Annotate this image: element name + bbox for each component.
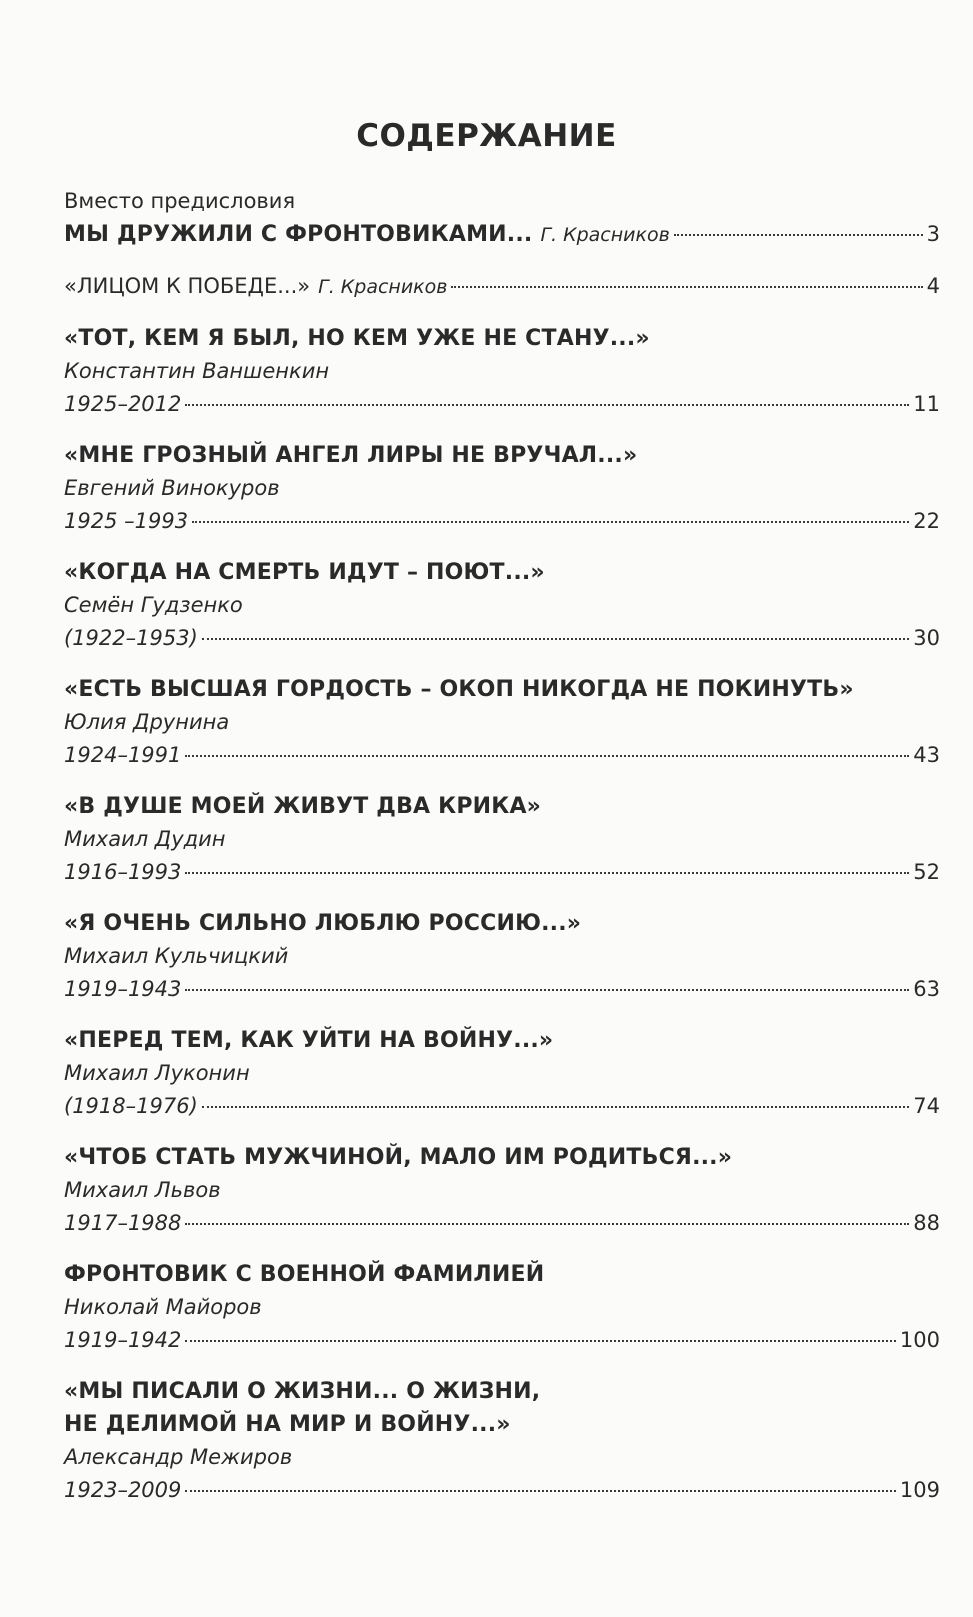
entry-title: «ЧТОБ СТАТЬ МУЖЧИНОЙ, МАЛО ИМ РОДИТЬСЯ...» — [64, 1145, 733, 1170]
page-number: 74 — [913, 1094, 940, 1118]
toc-entry-second — [64, 270, 940, 304]
entry-author: Николай Майоров — [64, 1295, 262, 1319]
entry-years: 1925 –1993 — [64, 509, 189, 533]
entry-title: «ПЕРЕД ТЕМ, КАК УЙТИ НА ВОЙНУ...» — [64, 1028, 554, 1053]
dot-leader — [185, 989, 909, 991]
toc-entry-intro — [64, 185, 940, 252]
entry-years: (1922–1953) — [64, 626, 198, 650]
entry-years: (1918–1976) — [64, 1094, 198, 1118]
entry-title-line2: НЕ ДЕЛИМОЙ НА МИР И ВОЙНУ...» — [64, 1412, 511, 1437]
dot-leader — [185, 1340, 896, 1342]
entry-author: Михаил Дудин — [64, 827, 226, 851]
page-number: 109 — [899, 1478, 940, 1502]
dot-leader — [674, 234, 923, 236]
toc-entry — [64, 1141, 940, 1240]
toc-entry — [64, 439, 940, 538]
dot-leader — [202, 1106, 909, 1108]
entry-title-line1: «МЫ ПИСАЛИ О ЖИЗНИ... О ЖИЗНИ, — [64, 1379, 541, 1404]
entry-years-line — [64, 388, 940, 421]
entry-title: ФРОНТОВИК С ВОЕННОЙ ФАМИЛИЕЙ — [64, 1262, 545, 1287]
entry-title: «МНЕ ГРОЗНЫЙ АНГЕЛ ЛИРЫ НЕ ВРУЧАЛ...» — [64, 443, 638, 468]
entry-years-line — [64, 856, 940, 889]
toc-entry — [64, 907, 940, 1006]
page-title: СОДЕРЖАНИЕ — [356, 118, 617, 154]
entry-years: 1919–1943 — [64, 977, 182, 1001]
entry-author: Юлия Друнина — [64, 710, 230, 734]
toc-entry — [64, 1258, 940, 1357]
dot-leader — [202, 638, 909, 640]
intro-line — [64, 218, 940, 252]
dot-leader — [451, 286, 922, 288]
toc-entry — [64, 790, 940, 889]
toc-entry — [64, 673, 940, 772]
page-number: 88 — [913, 1211, 940, 1235]
entry-years-line — [64, 1207, 940, 1240]
entry-years-line — [64, 505, 940, 538]
entry-title: «ЕСТЬ ВЫСШАЯ ГОРДОСТЬ – ОКОП НИКОГДА НЕ ПОКИНУТЬ» — [64, 677, 854, 702]
entry-author: Александр Межиров — [64, 1445, 293, 1469]
dot-leader — [185, 404, 909, 406]
intro-title: МЫ ДРУЖИЛИ С ФРОНТОВИКАМИ... — [64, 222, 533, 247]
toc-entry — [64, 1024, 940, 1123]
toc-entry — [64, 322, 940, 421]
entry-years: 1923–2009 — [64, 1478, 182, 1502]
second-title: «ЛИЦОМ К ПОБЕДЕ...» — [64, 274, 311, 298]
dot-leader — [185, 755, 909, 757]
entry-years-line — [64, 973, 940, 1006]
page-number: 43 — [913, 743, 940, 767]
second-author: Г. Красников — [318, 276, 448, 298]
entry-author: Константин Ваншенкин — [64, 359, 330, 383]
second-line — [64, 270, 940, 304]
dot-leader — [185, 1223, 909, 1225]
entry-years-line — [64, 739, 940, 772]
entry-years-line — [64, 622, 940, 655]
intro-label: Вместо предисловия — [64, 189, 296, 213]
entry-years-line — [64, 1474, 940, 1507]
page-number: 3 — [926, 222, 940, 246]
page-number: 22 — [913, 509, 940, 533]
entry-years: 1919–1942 — [64, 1328, 182, 1352]
page-number: 63 — [913, 977, 940, 1001]
entry-author: Михаил Львов — [64, 1178, 221, 1202]
entry-years-line — [64, 1324, 940, 1357]
table-of-contents — [64, 185, 940, 1525]
page-number: 100 — [899, 1328, 940, 1352]
entry-years: 1916–1993 — [64, 860, 182, 884]
entry-years: 1924–1991 — [64, 743, 182, 767]
page-number: 11 — [913, 392, 940, 416]
entry-years-line — [64, 1090, 940, 1123]
page-number: 4 — [926, 274, 940, 298]
intro-author: Г. Красников — [540, 224, 670, 246]
dot-leader — [185, 872, 909, 874]
entry-title: «ТОТ, КЕМ Я БЫЛ, НО КЕМ УЖЕ НЕ СТАНУ...» — [64, 326, 650, 351]
dot-leader — [192, 521, 909, 523]
entry-title: «Я ОЧЕНЬ СИЛЬНО ЛЮБЛЮ РОССИЮ...» — [64, 911, 582, 936]
dot-leader — [185, 1490, 896, 1492]
entry-author: Евгений Винокуров — [64, 476, 280, 500]
entry-years: 1917–1988 — [64, 1211, 182, 1235]
entry-years: 1925–2012 — [64, 392, 182, 416]
entry-author: Михаил Луконин — [64, 1061, 250, 1085]
entry-author: Семён Гудзенко — [64, 593, 243, 617]
page-number: 52 — [913, 860, 940, 884]
entry-title: «В ДУШЕ МОЕЙ ЖИВУТ ДВА КРИКА» — [64, 794, 542, 819]
page-number: 30 — [913, 626, 940, 650]
toc-entry — [64, 556, 940, 655]
entry-author: Михаил Кульчицкий — [64, 944, 289, 968]
toc-entry-last — [64, 1375, 940, 1507]
entry-title: «КОГДА НА СМЕРТЬ ИДУТ – ПОЮТ...» — [64, 560, 545, 585]
